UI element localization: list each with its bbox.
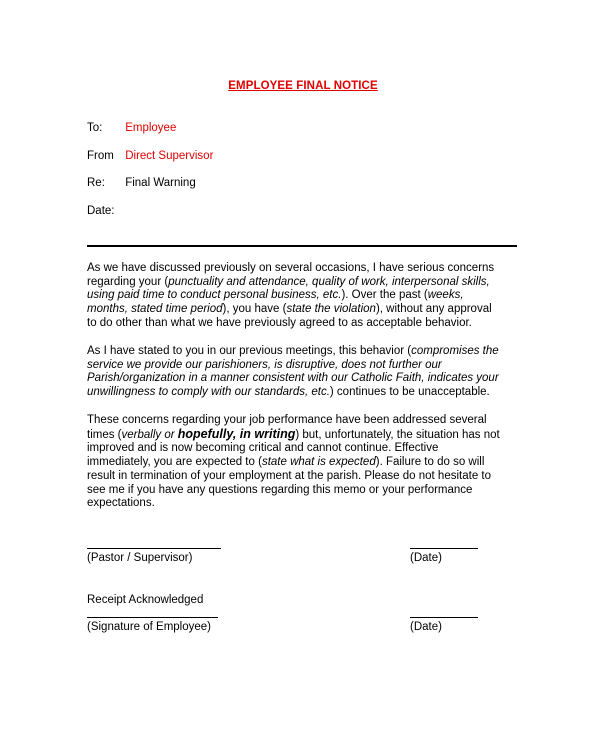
from-label: From — [87, 150, 114, 162]
re-value: Final Warning — [125, 177, 196, 189]
date-label-2: (Date) — [410, 621, 442, 633]
paragraph-1 — [87, 262, 523, 331]
p3-line-1: These concerns regarding your job performance have been addressed several — [87, 414, 487, 426]
p1-line-2: regarding your (punctuality and attendance, quality of work, interpersonal skills, — [87, 275, 490, 288]
p1-line-4: months, stated time period), you have (state the violation), without any approval — [87, 303, 492, 316]
date-label-1: (Date) — [410, 552, 442, 564]
date-line-2[interactable] — [410, 617, 478, 618]
to-label: To: — [87, 122, 103, 134]
p3-line-4: immediately, you are expected to (state what is expected). Failure to do so will — [87, 456, 485, 469]
p1-line-5: to do other than what we have previously agreed to as acceptable behavior. — [87, 316, 472, 329]
p3-line-3: improved and is now becoming critical and cannot continue. Effective — [87, 442, 439, 455]
re-field — [87, 176, 196, 190]
document-title: EMPLOYEE FINAL NOTICE — [228, 80, 378, 92]
p2-line-2: service we provide our parishioners, is disruptive, does not further our — [87, 358, 442, 371]
p2-line-3: Parish/organization in a manner consistent with our Catholic Faith, indicates your — [87, 372, 499, 385]
employee-signature-line[interactable] — [87, 617, 218, 618]
p1-line-1: As we have discussed previously on several occasions, I have serious concerns — [87, 262, 495, 274]
header-divider — [87, 245, 517, 247]
from-field — [87, 149, 213, 163]
p2-line-4: unwillingness to comply with our standards, etc.) continues to be unacceptable. — [87, 386, 490, 399]
re-label: Re: — [87, 177, 105, 189]
paragraph-2 — [87, 345, 523, 400]
from-value: Direct Supervisor — [125, 150, 214, 162]
p3-line-5: result in termination of your employment at the parish. Please do not hesitate to — [87, 469, 491, 482]
p2-line-1: As I have stated to you in our previous meetings, this behavior (compromises the — [87, 345, 499, 357]
date-field — [87, 204, 125, 218]
date-label: Date: — [87, 205, 115, 217]
supervisor-label: (Pastor / Supervisor) — [87, 552, 193, 564]
p1-line-3: using paid time to conduct personal business, etc.). Over the past (weeks, — [87, 289, 464, 302]
to-field — [87, 121, 176, 135]
receipt-acknowledged-label: Receipt Acknowledged — [87, 594, 204, 606]
to-value: Employee — [125, 122, 177, 134]
employee-label: (Signature of Employee) — [87, 621, 212, 633]
date-line-1[interactable] — [410, 548, 478, 549]
p3-line-2: times (verbally or hopefully, in writing) but, unfortunately, the situation has not — [87, 426, 500, 441]
p3-line-7: expectations. — [87, 497, 155, 510]
paragraph-3 — [87, 414, 523, 511]
p3-line-6: see me if you have any questions regarding this memo or your performance — [87, 483, 473, 496]
supervisor-signature-line[interactable] — [87, 548, 221, 549]
